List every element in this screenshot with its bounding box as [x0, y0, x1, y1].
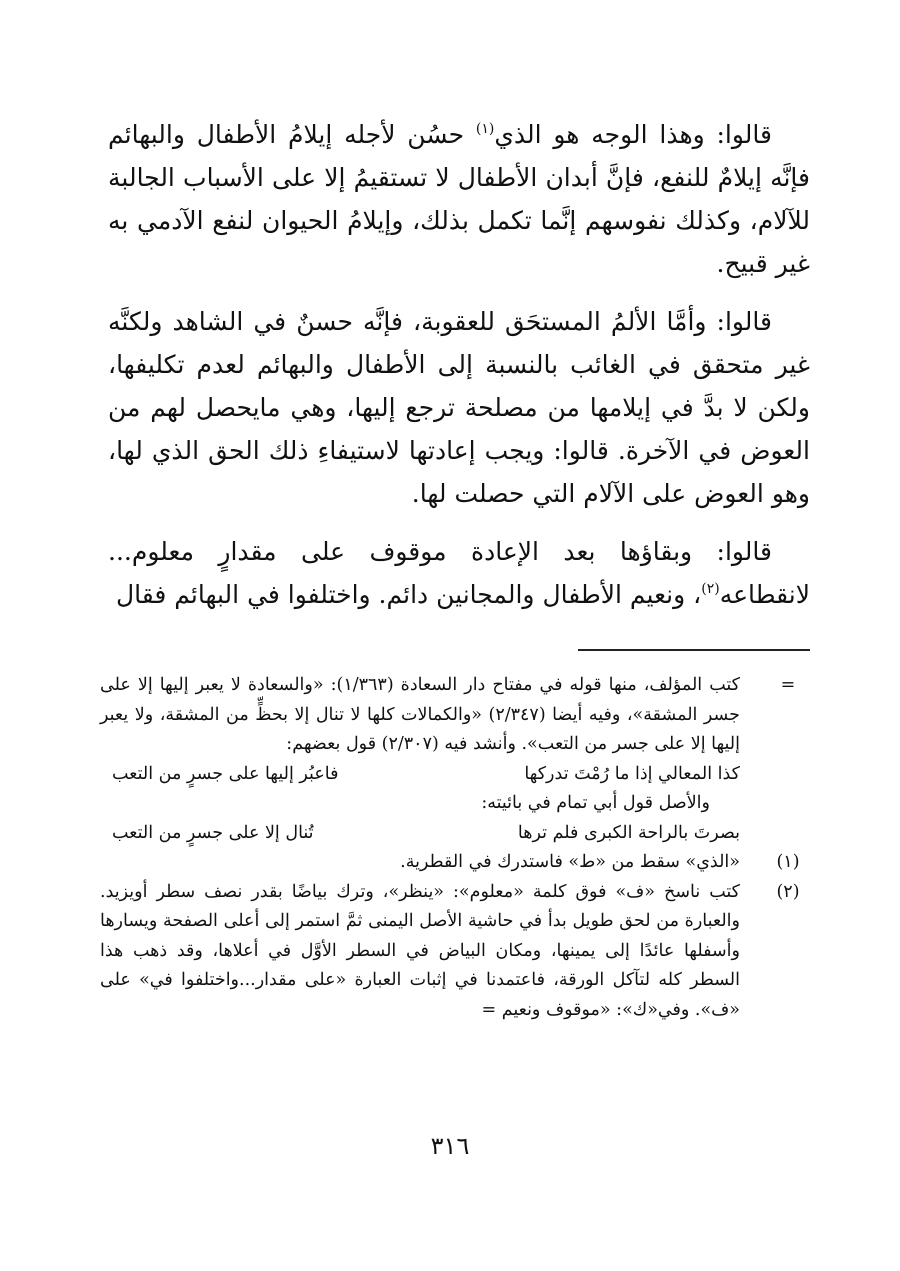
footnote-1 — [100, 848, 810, 878]
paragraph-1 — [108, 113, 810, 285]
footnote-2-number: (٢) — [776, 881, 800, 902]
continuation-text: كتب المؤلف، منها قوله في مفتاح دار السعادة (١/٣٦٣): «والسعادة لا يعبر إليها إلا على جسر المشقة»، وفيه أيضا (٢/٣٤٧) «والكمالات كلها لا تنال إلا بحظٍّ من المشقة، ولا يعبر إليها إلا على جسر من التعب». وأنشد فيه (٢/٣٠٧) قول بعضهم: — [100, 675, 740, 754]
verse-2-second-hemistich: تُنال إلا على جسرٍ من التعب — [112, 822, 314, 843]
footnotes — [100, 671, 810, 1025]
paragraph-1-text-end: حسُن لأجله إيلامُ الأطفال والبهائم فإنَّه إيلامٌ للنفع، فإنَّ أبدان الأطفال لا تستقيمُ إلا على الأسباب الجالبة للآلام، وكذلك نفوسهم إنَّما تكمل بذلك، وإيلامُ الحيوان لنفع الآدمي به غير قبيح. — [108, 120, 810, 278]
paragraph-3-text-end: ، ونعيم الأطفال والمجانين دائم. واختلفوا في البهائم فقال — [115, 580, 702, 609]
footnote-ref-1[interactable]: (١) — [475, 121, 495, 137]
footnote-separator — [578, 649, 810, 651]
verse-1 — [100, 760, 810, 790]
paragraph-2 — [108, 300, 810, 515]
paragraph-2-text: قالوا: وأمَّا الألمُ المستحَق للعقوبة، فإنَّه حسنٌ في الشاهد ولكنَّه غير متحقق في الغائب بالنسبة إلى الأطفال والبهائم لعدم تكليفها، ولكن لا بدَّ في إيلامها من مصلحة ترجع إليها، وهي مايحصل لهم من العوض في الآخرة. قالوا: ويجب إعادتها لاستيفاءِ ذلك الحق الذي لها، وهو العوض على الآلام التي حصلت لها. — [108, 307, 810, 508]
page-number: ٣١٦ — [430, 1132, 470, 1160]
verse-2 — [100, 819, 810, 849]
footnote-2-text: كتب ناسخ «ف» فوق كلمة «معلوم»: «ينظر»، وترك بياضًا بقدر نصف سطر أويزيد. والعبارة من لحق طويل بدأ في حاشية الأصل اليمنى ثمَّ استمر إلى أعلى الصفحة ويسارها وأسفلها عائدًا إلى يمينها، ومكان البياض في السطر الأوَّل في أعلاها، وقد ذهب هذا السطر كله لتآكل الورقة، فاعتمدنا في إثبات العبارة «على مقدار...واختلفوا في» على «ف». وفي«ك»: «موقوف ونعيم = — [100, 881, 740, 1020]
footnote-1-text: «الذي» سقط من «ط» فاستدرك في القطرية. — [400, 852, 740, 872]
footnote-ref-2[interactable]: (٢) — [701, 581, 720, 597]
verse-1-second-hemistich: فاعبُر إليها على جسرٍ من التعب — [112, 763, 339, 784]
paragraph-3 — [108, 530, 810, 616]
verse-origin-line: والأصل قول أبي تمام في بائيته: — [481, 793, 710, 813]
footnote-1-number: (١) — [776, 852, 800, 872]
main-text — [108, 113, 810, 631]
footnote-2 — [100, 878, 810, 1026]
footnote-continuation — [100, 671, 810, 760]
paragraph-3-text-start: قالوا: وبقاؤها بعد الإعادة موقوف على مقدارٍ معلوم... لانقطاعه — [108, 537, 810, 609]
verse-1-first-hemistich: كذا المعالي إذا ما رُمْتَ تدركها — [524, 763, 740, 784]
continuation-marker: = — [780, 675, 796, 695]
paragraph-1-text-start: قالوا: وهذا الوجه هو الذي — [494, 120, 772, 149]
verse-2-first-hemistich: بصرتَ بالراحة الكبرى فلم ترها — [517, 822, 740, 843]
